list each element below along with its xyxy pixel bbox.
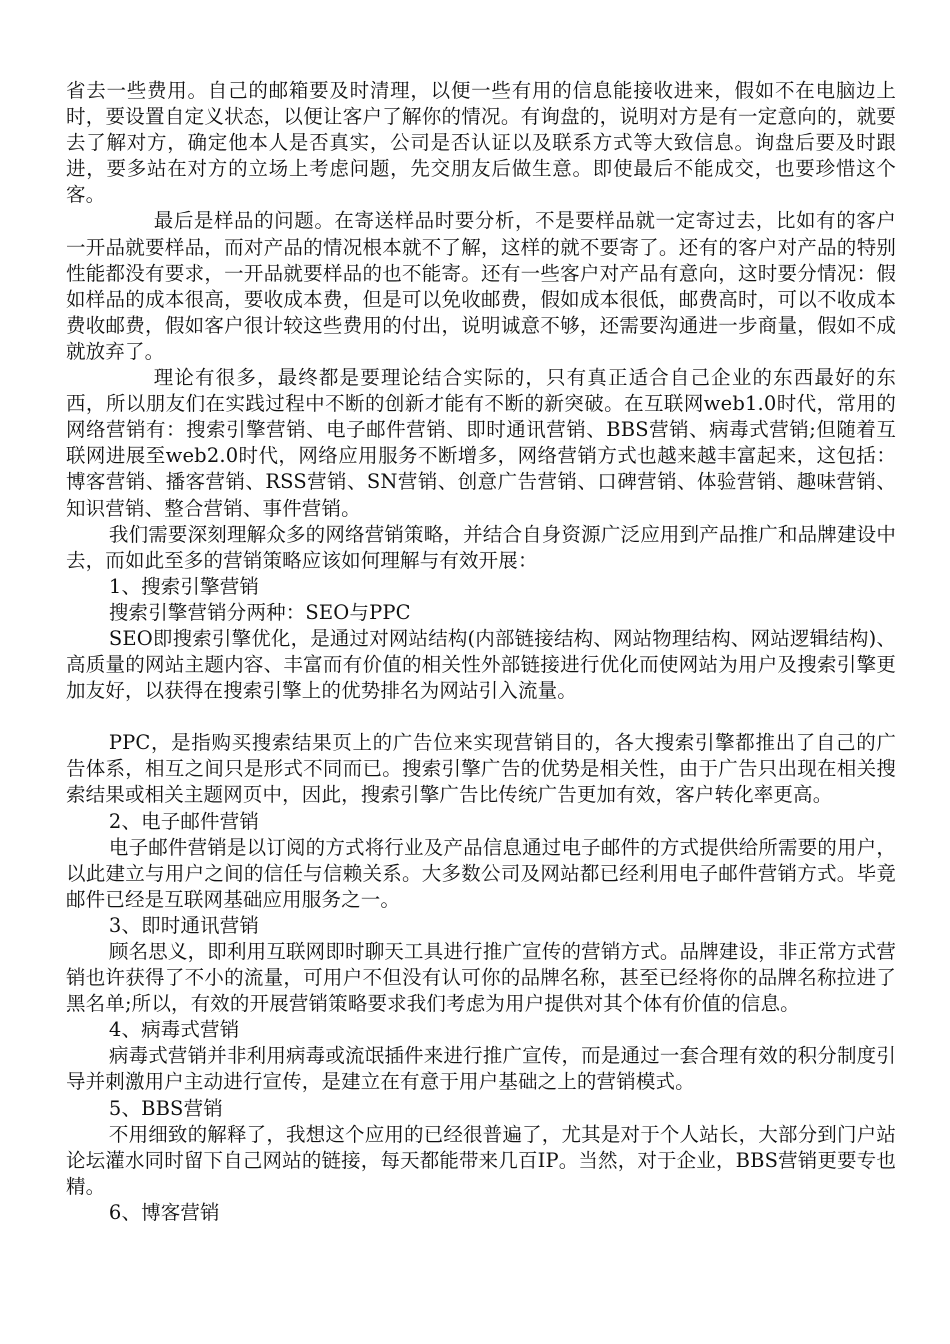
heading-bbs-marketing: 5、BBS营销: [108, 1096, 223, 1120]
paragraph-email-inquiry: 省去一些费用。自己的邮箱要及时清理，以便一些有用的信息能接收进来，假如不在电脑边上时，要设置自定义状态，以便让客户了解你的情况。有询盘的，说明对方是有一定意向的，就要去了解对方，确定他本人是否真实，公司是否认证以及联系方式等大致信息。询盘后要及时跟进，要多站在对方的立场上考虑问题，先交朋友后做生意。即使最后不能成交，也要珍惜这个客。: [66, 79, 896, 207]
paragraph-seo: SEO即搜索引擎优化，是通过对网站结构(内部链接结构、网站物理结构、网站逻辑结构)、高质量的网站主题内容、丰富而有价值的相关性外部链接进行优化而使网站为用户及搜索引擎更加友好，以获得在搜索引擎上的优势排名为网站引入流量。: [66, 626, 896, 703]
paragraph-viral-marketing: 病毒式营销并非利用病毒或流氓插件来进行推广宣传，而是通过一套合理有效的积分制度引导并刺激用户主动进行宣传，是建立在有意于用户基础之上的营销模式。: [66, 1044, 896, 1094]
paragraph-samples: 最后是样品的问题。在寄送样品时要分析，不是要样品就一定寄过去，比如有的客户一开品就要样品，而对产品的情况根本就不了解，这样的就不要寄了。还有的客户对产品的特别性能都没有要求，一开品就要样品的也不能寄。还有一些客户对产品有意向，这时要分情况：假如样品的成本很高，要收成本费，但是可以免收邮费，假如成本很低，邮费高时，可以不收成本费收邮费，假如客户很计较这些费用的付出，说明诚意不够，还需要沟通进一步商量，假如不成就放弃了。: [66, 209, 896, 363]
paragraph-theory: 理论有很多，最终都是要理论结合实际的，只有真正适合自己企业的东西最好的东西，所以朋友们在实践过程中不断的创新才能有不断的新突破。在互联网web1.0时代，常用的网络营销有：搜索引擎营销、电子邮件营销、即时通讯营销、BBS营销、病毒式营销;但随着互联网进展至web2.0时代，网络应用服务不断增多，网络营销方式也越来越丰富起来，这包括：博客营销、播客营销、RSS营销、SN营销、创意广告营销、口碑营销、体验营销、趣味营销、知识营销、整合营销、事件营销。: [66, 366, 896, 520]
heading-im-marketing: 3、即时通讯营销: [108, 913, 259, 937]
document-page: [66, 78, 896, 1226]
heading-email-marketing: 2、电子邮件营销: [108, 809, 259, 833]
paragraph-ppc: PPC，是指购买搜索结果页上的广告位来实现营销目的，各大搜索引擎都推出了自己的广告体系，相互之间只是形式不同而已。搜索引擎广告的优势是相关性，由于广告只出现在相关搜索结果或相关主题网页中，因此，搜索引擎广告比传统广告更加有效，客户转化率更高。: [66, 731, 896, 807]
heading-viral-marketing: 4、病毒式营销: [108, 1018, 240, 1042]
paragraph-bbs-marketing: 不用细致的解释了，我想这个应用的已经很普遍了，尤其是对于个人站长，大部分到门户站论坛灌水同时留下自己网站的链接，每天都能带来几百IP。当然，对于企业，BBS营销更要专也精。: [66, 1122, 896, 1198]
heading-search-engine-marketing: 1、搜索引擎营销: [108, 574, 259, 598]
blank-line: [66, 704, 896, 730]
paragraph-im-marketing: 顾名思义，即利用互联网即时聊天工具进行推广宣传的营销方式。品牌建设，非正常方式营销也许获得了不小的流量，可用户不但没有认可你的品牌名称，甚至已经将你的品牌名称拉进了黑名单;所以，有效的开展营销策略要求我们考虑为用户提供对其个体有价值的信息。: [66, 940, 896, 1016]
heading-blog-marketing: 6、博客营销: [108, 1200, 220, 1224]
paragraph-seo-ppc-intro: 搜索引擎营销分两种：SEO与PPC: [108, 600, 411, 624]
paragraph-email-marketing: 电子邮件营销是以订阅的方式将行业及产品信息通过电子邮件的方式提供给所需要的用户，以此建立与用户之间的信任与信赖关系。大多数公司及网站都已经利用电子邮件营销方式。毕竟邮件已经是互联网基础应用服务之一。: [66, 835, 896, 911]
paragraph-strategies-intro: 我们需要深刻理解众多的网络营销策略，并结合自身资源广泛应用到产品推广和品牌建设中去，而如此至多的营销策略应该如何理解与有效开展：: [66, 522, 896, 572]
